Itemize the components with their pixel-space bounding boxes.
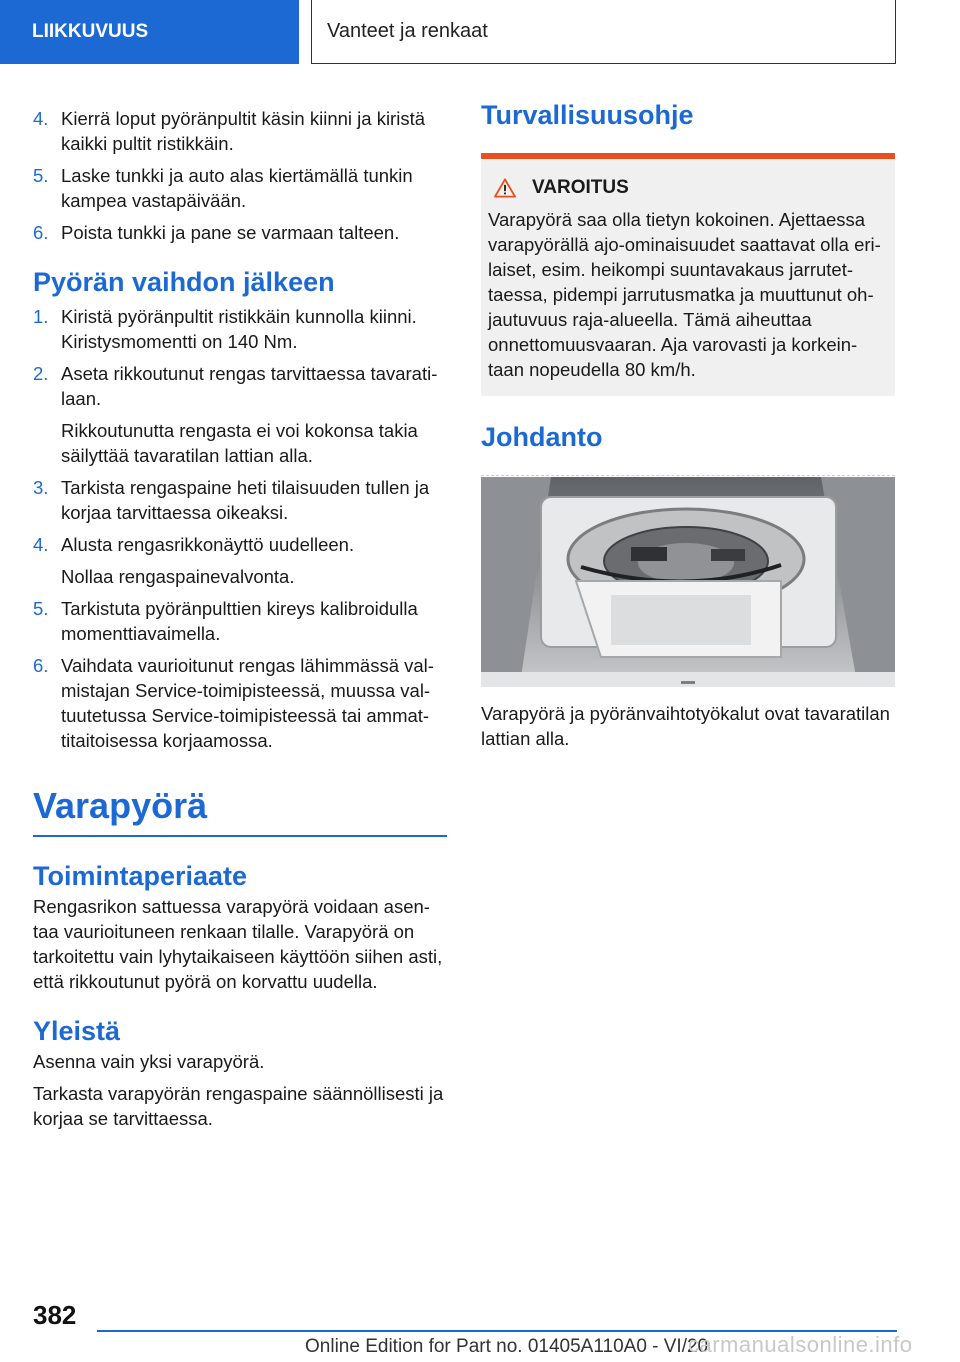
general-text-1: Asenna vain yksi varapyörä. xyxy=(33,1051,265,1072)
photo-caption: Varapyörä ja pyöränvaihtotyökalut ovat tavaratilan lattian alla. xyxy=(481,703,890,749)
heading-divider xyxy=(33,835,447,837)
general-text-2: Tarkasta varapyörän rengaspaine säännöllisesti ja korjaa se tarvittaessa. xyxy=(33,1083,444,1129)
spare-wheel-photo xyxy=(481,477,895,687)
list-item: 3. Tarkista rengaspaine heti tilaisuuden tullen ja korjaa tarvittaessa oikeaksi. xyxy=(33,477,430,523)
principle-heading: Toimintaperiaate xyxy=(33,861,248,891)
list-item: 6. Vaihdata vaurioitunut rengas lähimmässä val-mistajan Service-toimipisteessä, muussa val-tuutetussa Service-toimipisteessä tai ammat-titaitoisessa korjaamossa. xyxy=(33,655,434,751)
list-item: 5. Laske tunkki ja auto alas kiertämällä tunkin kampea vastapäivään. xyxy=(33,165,413,211)
safety-heading: Turvallisuusohje xyxy=(481,100,694,130)
section-header xyxy=(311,0,896,64)
page-number: 382 xyxy=(33,1300,77,1330)
watermark: carmanualsonline.info xyxy=(688,1332,913,1357)
chapter-tab xyxy=(0,0,299,64)
principle-text: Rengasrikon sattuessa varapyörä voidaan asen-taa vaurioituneen renkaan tilalle. Varapyörä on tarkoitettu vain lyhytaikaiseen käyttöön siihen asti, että rikkoutunut pyörä on korvattu uudella. xyxy=(33,896,443,992)
spare-wheel-heading: Varapyörä xyxy=(33,785,208,826)
warning-text: Varapyörä saa olla tietyn kokoinen. Ajettaessa varapyörällä ajo-ominaisuudet saattavat olla eri-laiset, esim. heikompi suuntavakaus jarrutet-taessa, pidempi jarrutusmatka ja muuttunut oh-jautuvuus raja-alueella. Tämä aiheuttaa onnettomuusvaaran. Aja varovasti ja korkein-taan nopeudella 80 km/h. xyxy=(488,209,881,380)
footer-edition: Online Edition for Part no. 01405A110A0 - VI/20 xyxy=(305,1336,709,1357)
list-item: 4. Kierrä loput pyöränpultit käsin kiinni ja kiristä kaikki pultit ristikkäin. xyxy=(33,108,426,154)
list-subtext: Nollaa rengaspainevalvonta. xyxy=(61,566,295,587)
intro-heading: Johdanto xyxy=(481,422,603,452)
list-item: 2. Aseta rikkoutunut rengas tarvittaessa tavarati-laan. xyxy=(33,363,438,409)
right-column xyxy=(481,100,895,758)
left-column xyxy=(33,106,447,1138)
after-change-heading: Pyörän vaihdon jälkeen xyxy=(33,267,335,297)
list-item: 4. Alusta rengasrikkonäyttö uudelleen. xyxy=(33,534,355,555)
warning-box xyxy=(481,153,895,396)
chapter-title: LIIKKUVUUS xyxy=(32,21,149,42)
warning-label: VAROITUS xyxy=(532,177,629,198)
warning-triangle-icon xyxy=(494,178,516,198)
list-item: 5. Tarkistuta pyöränpulttien kireys kalibroidulla momenttiavaimella. xyxy=(33,598,418,644)
general-heading: Yleistä xyxy=(33,1016,121,1046)
section-title: Vanteet ja renkaat xyxy=(327,20,488,42)
list-item: 6. Poista tunkki ja pane se varmaan talteen. xyxy=(33,222,400,243)
list-item: 1. Kiristä pyöränpultit ristikkäin kunnolla kiinni. Kiristysmomentti on 140 Nm. xyxy=(33,306,417,352)
list-subtext: Rikkoutunutta rengasta ei voi kokonsa takia säilyttää tavaratilan lattian alla. xyxy=(61,420,418,466)
